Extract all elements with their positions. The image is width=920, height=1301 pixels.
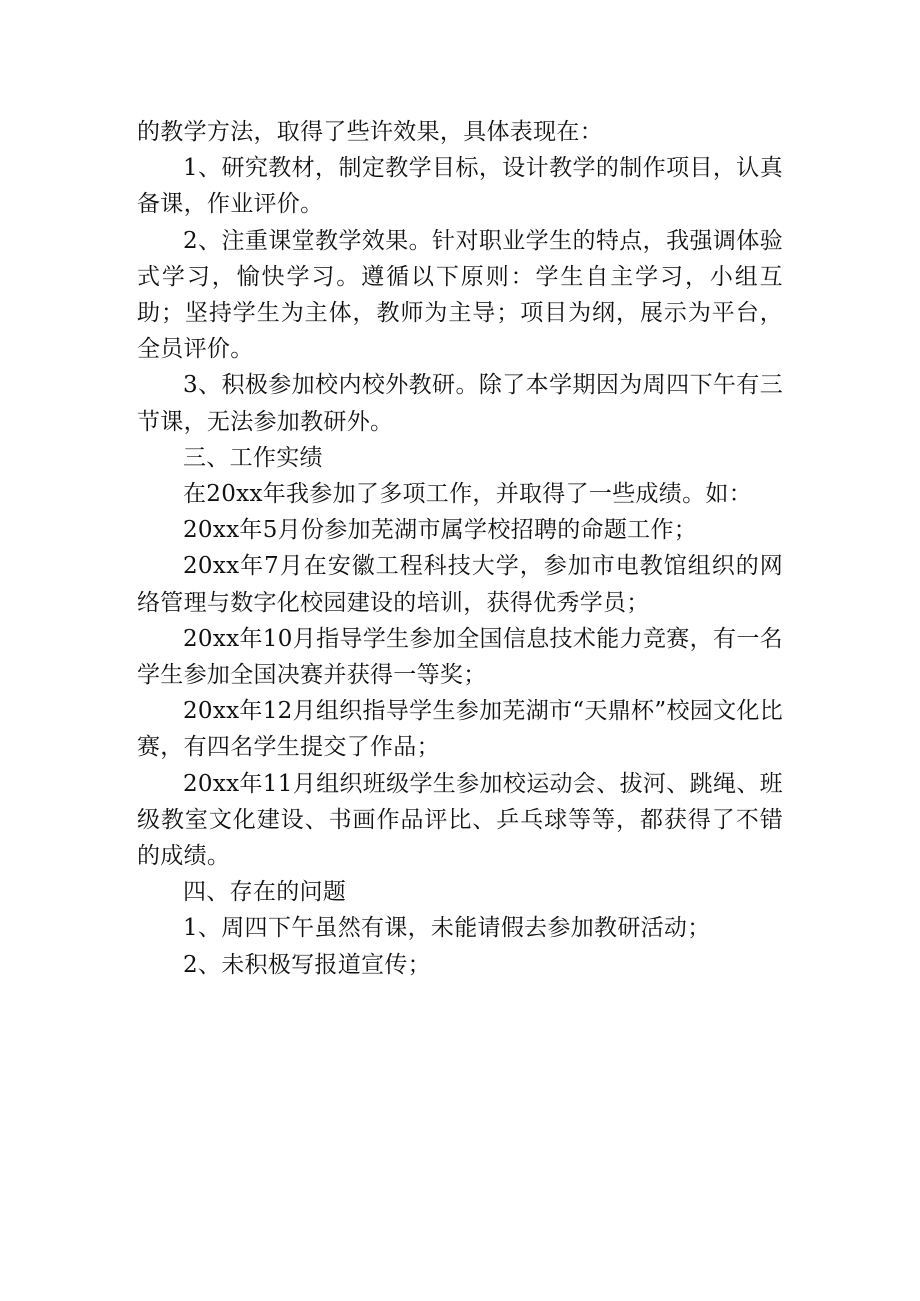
paragraph-item-1: 1、研究教材，制定教学目标，设计教学的制作项目，认真备课，作业评价。 — [137, 155, 783, 218]
paragraph-problem-2: 2、未积极写报道宣传； — [183, 951, 431, 978]
paragraph-problem-1: 1、周四下午虽然有课，未能请假去参加教研活动； — [183, 915, 711, 942]
paragraph-continuation: 的教学方法，取得了些许效果，具体表现在： — [137, 119, 603, 145]
paragraph-achievements-intro: 在20xx年我参加了多项工作，并取得了一些成绩。如： — [183, 481, 753, 508]
document-page — [137, 114, 783, 983]
paragraph-achievement-may: 20xx年5月份参加芜湖市属学校招聘的命题工作； — [183, 517, 698, 544]
section-heading-existing-problems: 四、存在的问题 — [183, 879, 347, 906]
paragraph-item-2: 2、注重课堂教学效果。针对职业学生的特点，我强调体验式学习，愉快学习。遵循以下原则：学生自主学习，小组互助；坚持学生为主体，教师为主导；项目为纲，展示为平台，全员评价。 — [137, 227, 783, 363]
paragraph-achievement-november: 20xx年11月组织班级学生参加校运动会、拔河、跳绳、班级教室文化建设、书画作品评比、乒乓球等等，都获得了不错的成绩。 — [137, 770, 783, 870]
paragraph-achievement-december: 20xx年12月组织指导学生参加芜湖市“天鼎杯”校园文化比赛，有四名学生提交了作品； — [137, 698, 783, 761]
paragraph-achievement-july: 20xx年7月在安徽工程科技大学，参加市电教馆组织的网络管理与数字化校园建设的培训，获得优秀学员； — [137, 553, 783, 616]
paragraph-achievement-october: 20xx年10月指导学生参加全国信息技术能力竞赛，有一名学生参加全国决赛并获得一等奖； — [137, 625, 783, 689]
paragraph-item-3: 3、积极参加校内校外教研。除了本学期因为周四下午有三节课，无法参加教研外。 — [137, 372, 783, 435]
section-heading-work-achievements: 三、工作实绩 — [183, 444, 323, 471]
